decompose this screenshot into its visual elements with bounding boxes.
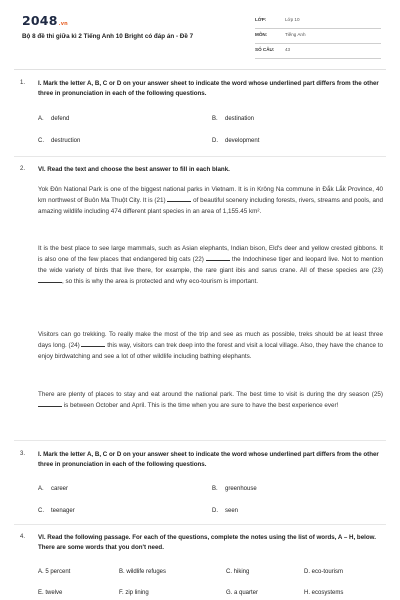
- paragraph-text: Visitors can go trekking. To really make the most of the trip and see as much as possible, treks should be at least three days long. (24): [38, 331, 383, 349]
- word-option-g: G. a quarter: [226, 590, 259, 596]
- paragraph-text: It is the best place to see large mammals, such as Asian elephants, Indian bison, Eld's deer and yellow crested gibbons. It is also one of the few places that endangered big cats (22): [38, 245, 383, 263]
- meta-label: SỐ CÂU:: [255, 47, 275, 52]
- option-text: defend: [51, 116, 70, 122]
- answer-blank-21: [167, 196, 191, 202]
- answer-blank-23: [38, 277, 62, 283]
- option-d[interactable]: [212, 138, 259, 144]
- word-option-e: E. twelve: [38, 590, 63, 596]
- option-text: destination: [225, 116, 255, 122]
- option-text: greenhouse: [225, 486, 257, 492]
- passage-paragraph-3: [38, 329, 383, 362]
- meta-label: MÔN:: [255, 32, 268, 37]
- option-key: D.: [212, 508, 218, 514]
- logo-suffix: .vn: [58, 21, 68, 27]
- option-key: C.: [38, 508, 44, 514]
- meta-row-subject: [255, 29, 381, 44]
- paragraph-text: , so this is why the area is protected and why eco-tourism is important.: [62, 278, 258, 285]
- option-c[interactable]: [38, 138, 80, 144]
- header-divider: [14, 69, 386, 70]
- word-option-h: H. ecosystems: [304, 590, 344, 596]
- option-d[interactable]: [212, 508, 238, 514]
- option-a[interactable]: [38, 116, 69, 122]
- paragraph-text: There are plenty of places to stay and eat around the national park. The best time to visit is during the dry season (25): [38, 391, 383, 398]
- question-number: 2.: [20, 166, 26, 172]
- document-title: Bộ 8 đề thi giữa kì 2 Tiếng Anh 10 Bright có đáp án - Đề 7: [22, 33, 194, 40]
- passage-paragraph-4: [38, 389, 383, 411]
- paragraph-text: the Indochinese tiger and leopard live. Not to mention the wide variety of birds that live there, for example, the rare giant ibis and sarus crane. All of these species are (23): [38, 256, 383, 274]
- meta-label: LỚP:: [255, 17, 267, 22]
- paragraph-text: this way, visitors can trek deep into the forest and visit a local village. Also, they have the chance to enjoy birdwatching and see a lot of other wildlife including bathing elephants.: [38, 342, 384, 360]
- option-text: development: [225, 138, 260, 144]
- logo-text: 2048: [22, 13, 58, 28]
- option-key: A.: [38, 116, 44, 122]
- option-key: B.: [212, 116, 218, 122]
- question-divider: [14, 440, 386, 441]
- option-text: seen: [225, 508, 239, 514]
- word-option-c: C. hiking: [226, 569, 250, 575]
- paragraph-text: of beautiful scenery including forests, rivers, streams and pools, and amazing wildlife including 474 different plant species in an area of 1,155.45 km².: [38, 197, 384, 215]
- option-b[interactable]: [212, 486, 257, 492]
- option-b[interactable]: [212, 116, 254, 122]
- word-option-d: D. eco-tourism: [304, 569, 344, 575]
- question-number: 3.: [20, 451, 26, 457]
- meta-value: 43: [285, 47, 291, 52]
- answer-blank-25: [38, 401, 62, 407]
- meta-row-class: [255, 14, 381, 29]
- option-text: teenager: [51, 508, 75, 514]
- question-divider: [14, 156, 386, 157]
- option-key: D.: [212, 138, 218, 144]
- paragraph-text: Yok Đôn National Park is one of the biggest national parks in Vietnam. It is in Krông Na commune in Đắk Lắk Province, 40 km northwest of Buôn Ma Thuột City. It is (21): [38, 186, 383, 204]
- passage-paragraph-2: [38, 243, 383, 287]
- option-a[interactable]: [38, 486, 68, 492]
- question-number: 1.: [20, 80, 26, 86]
- word-option-a: A. 5 percent: [38, 569, 71, 575]
- meta-row-count: [255, 44, 381, 59]
- paragraph-text: is between October and April. This is the time when you are sure to have the best experience ever!: [63, 402, 339, 409]
- page-header: [0, 0, 400, 66]
- question-number: 4.: [20, 534, 26, 540]
- question-text: I. Mark the letter A, B, C or D on your answer sheet to indicate the word whose underlined part differs from the other three in pronunciation in each of the following questions.: [38, 80, 379, 97]
- option-c[interactable]: [38, 508, 75, 514]
- option-text: career: [51, 486, 69, 492]
- word-option-b: B. wildlife refuges: [119, 569, 167, 575]
- meta-value: Lớp 10: [285, 17, 300, 22]
- question-text: I. Mark the letter A, B, C or D on your answer sheet to indicate the word whose underlined part differs from the other three in pronunciation in each of the following questions.: [38, 451, 379, 468]
- passage-paragraph-1: [38, 184, 383, 217]
- option-key: B.: [212, 486, 218, 492]
- site-logo[interactable]: [22, 13, 68, 28]
- option-text: destruction: [51, 138, 81, 144]
- answer-blank-24: [81, 341, 105, 347]
- question-text: VI. Read the text and choose the best answer to fill in each blank.: [38, 166, 230, 173]
- word-option-f: F. zip lining: [119, 590, 149, 596]
- question-divider: [14, 524, 386, 525]
- option-key: C.: [38, 138, 44, 144]
- option-key: A.: [38, 486, 44, 492]
- answer-blank-22: [206, 255, 230, 261]
- meta-value: Tiếng Anh: [285, 32, 306, 37]
- question-text: VI. Read the following passage. For each of the questions, complete the notes using the list of words, A – H, below. There are some words that you don't need.: [38, 534, 376, 551]
- meta-table: [255, 14, 381, 59]
